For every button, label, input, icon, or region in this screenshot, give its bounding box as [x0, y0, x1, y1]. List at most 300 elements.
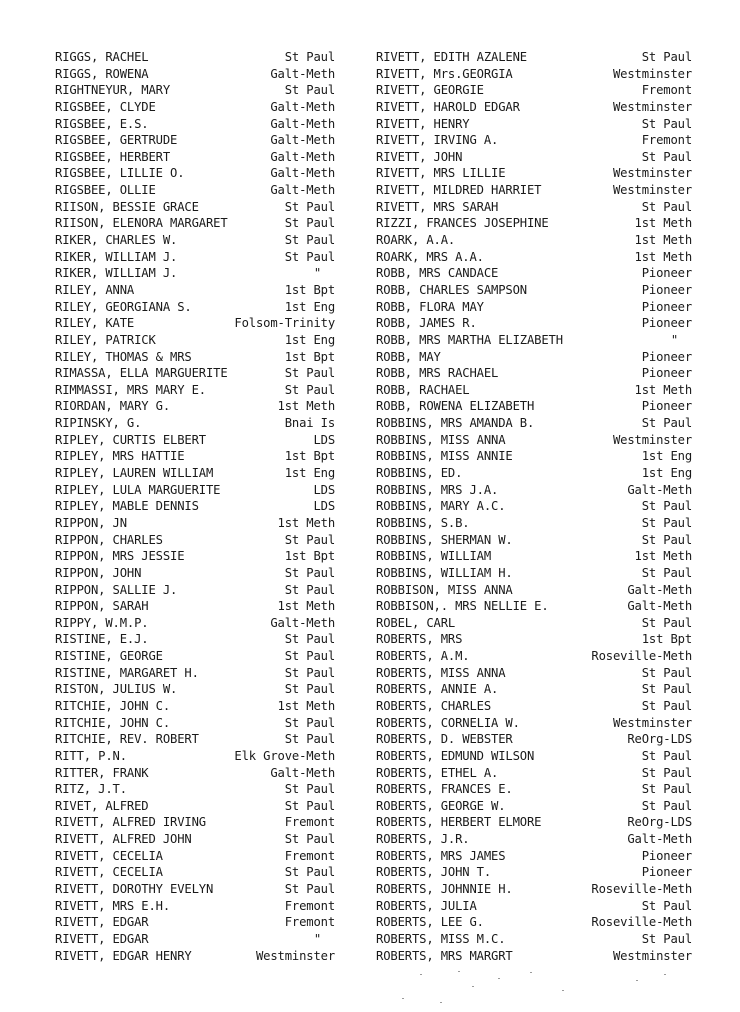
entry-name: ROBERTS, LEE G.	[376, 915, 484, 930]
entry-name: RIKER, WILLIAM J.	[55, 249, 178, 264]
entry-name: ROBERTS, D. WEBSTER	[376, 732, 513, 747]
directory-entry	[55, 99, 335, 116]
directory-entry	[376, 831, 692, 848]
directory-entry	[376, 99, 692, 116]
directory-entry	[376, 781, 692, 798]
entry-name: ROBERTS, FRANCES E.	[376, 782, 513, 797]
entry-name: RILEY, THOMAS & MRS	[55, 349, 192, 364]
entry-name: RIGGS, RACHEL	[55, 50, 149, 64]
entry-name: ROBERTS, GEORGE W.	[376, 798, 506, 813]
directory-entry	[376, 66, 692, 83]
entry-name: ROBB, MRS CANDACE	[376, 266, 499, 281]
entry-name: ROBBINS, WILLIAM H.	[376, 565, 513, 580]
entry-church: St Paul	[284, 532, 335, 547]
entry-church: 1st Bpt	[284, 282, 335, 297]
entry-name: ROBBISON, MISS ANNA	[376, 582, 513, 597]
directory-entry	[376, 881, 692, 898]
entry-church: St Paul	[641, 50, 692, 64]
directory-entry	[376, 731, 692, 748]
entry-name: ROBB, MAY	[376, 349, 441, 364]
entry-name: RIVETT, HAROLD EDGAR	[376, 99, 520, 114]
directory-entry	[376, 515, 692, 532]
entry-name: ROARK, MRS A.A.	[376, 249, 484, 264]
entry-name: RIVETT, EDGAR	[55, 931, 149, 946]
entry-church: Elk Grove-Meth	[234, 748, 335, 763]
entry-church: Pioneer	[641, 399, 692, 414]
entry-name: RIGSBEE, E.S.	[55, 116, 149, 131]
directory-entry	[376, 249, 692, 266]
entry-church: 1st Meth	[634, 382, 692, 397]
directory-entry	[376, 116, 692, 133]
directory-entry	[376, 765, 692, 782]
entry-church: St Paul	[284, 832, 335, 847]
directory-entry	[376, 149, 692, 166]
entry-church: Galt-Meth	[627, 599, 692, 614]
entry-name: RIMASSA, ELLA MARGUERITE	[55, 366, 228, 381]
directory-entry	[376, 448, 692, 465]
entry-church: Fremont	[284, 815, 335, 830]
entry-church: St Paul	[284, 632, 335, 647]
entry-church: Galt-Meth	[270, 166, 335, 181]
entry-church: St Paul	[641, 765, 692, 780]
entry-church: Galt-Meth	[627, 832, 692, 847]
entry-church: St Paul	[284, 682, 335, 697]
directory-entry	[55, 548, 335, 565]
directory-entry	[376, 415, 692, 432]
entry-church: 1st Eng	[641, 449, 692, 464]
entry-name: ROBB, JAMES R.	[376, 316, 477, 331]
entry-name: ROBB, MRS RACHAEL	[376, 366, 499, 381]
directory-entry	[55, 615, 335, 632]
directory-entry	[376, 482, 692, 499]
entry-church: Galt-Meth	[627, 582, 692, 597]
entry-church: Galt-Meth	[270, 183, 335, 198]
entry-name: ROBERTS, ANNIE A.	[376, 682, 499, 697]
directory-entry	[55, 582, 335, 599]
entry-name: ROBERTS, MRS MARGRT	[376, 948, 513, 963]
entry-name: RIVETT, MRS E.H.	[55, 898, 170, 913]
entry-name: ROBERTS, HERBERT ELMORE	[376, 815, 542, 830]
entry-church: Galt-Meth	[270, 133, 335, 148]
directory-entry	[55, 948, 335, 965]
directory-entry	[376, 315, 692, 332]
entry-name: RIVETT, MILDRED HARRIET	[376, 183, 542, 198]
directory-entry	[376, 848, 692, 865]
entry-name: RIKER, WILLIAM J.	[55, 266, 178, 281]
directory-entry	[376, 665, 692, 682]
entry-church: Roseville-Meth	[591, 915, 692, 930]
entry-name: ROBBINS, MISS ANNIE	[376, 449, 513, 464]
directory-entry	[376, 548, 692, 565]
entry-church: St Paul	[641, 665, 692, 680]
left-column	[55, 49, 335, 964]
entry-name: RIGHTNEYUR, MARY	[55, 83, 170, 98]
entry-church: St Paul	[284, 865, 335, 880]
entry-church: St Paul	[641, 682, 692, 697]
directory-entry	[55, 315, 335, 332]
entry-name: ROBBINS, MRS J.A.	[376, 482, 499, 497]
entry-name: ROBBINS, S.B.	[376, 515, 470, 530]
entry-church: St Paul	[641, 898, 692, 913]
directory-entry	[376, 748, 692, 765]
entry-church: St Paul	[641, 748, 692, 763]
entry-church: "	[313, 931, 321, 946]
entry-church: St Paul	[641, 798, 692, 813]
entry-name: ROBEL, CARL	[376, 615, 456, 630]
directory-entry	[376, 349, 692, 366]
directory-entry	[55, 931, 335, 948]
directory-entry	[376, 681, 692, 698]
directory-entry	[376, 898, 692, 915]
directory-entry	[376, 132, 692, 149]
entry-church: St Paul	[641, 199, 692, 214]
entry-name: ROBERTS, JOHNNIE H.	[376, 882, 513, 897]
entry-church: St Paul	[284, 50, 335, 64]
entry-name: RIPLEY, MABLE DENNIS	[55, 499, 199, 514]
entry-name: RISTON, JULIUS W.	[55, 682, 178, 697]
entry-church: 1st Meth	[277, 399, 335, 414]
entry-name: ROBBINS, MISS ANNA	[376, 432, 506, 447]
directory-entry	[55, 398, 335, 415]
entry-church: Pioneer	[641, 366, 692, 381]
entry-church: St Paul	[641, 416, 692, 431]
entry-church: Westminster	[612, 166, 692, 181]
directory-entry	[376, 931, 692, 948]
entry-church: Roseville-Meth	[591, 649, 692, 664]
entry-church: "	[670, 332, 678, 347]
directory-entry	[376, 82, 692, 99]
entry-church: St Paul	[641, 532, 692, 547]
entry-name: ROBBINS, WILLIAM	[376, 549, 491, 564]
entry-name: RITT, P.N.	[55, 748, 127, 763]
entry-name: RIVETT, ALFRED IRVING	[55, 815, 206, 830]
directory-entry	[55, 249, 335, 266]
entry-name: RITZ, J.T.	[55, 782, 127, 797]
directory-entry	[55, 831, 335, 848]
entry-church: Galt-Meth	[270, 116, 335, 131]
entry-name: RILEY, ANNA	[55, 282, 135, 297]
directory-entry	[55, 182, 335, 199]
entry-church: Pioneer	[641, 349, 692, 364]
entry-name: ROBERTS, CHARLES	[376, 698, 491, 713]
entry-church: 1st Meth	[277, 698, 335, 713]
entry-church: St Paul	[641, 116, 692, 131]
entry-name: RIPLEY, LAUREN WILLIAM	[55, 466, 214, 481]
directory-entry	[376, 864, 692, 881]
directory-entry	[376, 232, 692, 249]
entry-name: RILEY, PATRICK	[55, 332, 156, 347]
entry-church: 1st Meth	[277, 515, 335, 530]
directory-entry	[55, 781, 335, 798]
directory-entry	[55, 914, 335, 931]
entry-name: ROBBINS, SHERMAN W.	[376, 532, 513, 547]
entry-church: 1st Meth	[277, 599, 335, 614]
directory-entry	[55, 82, 335, 99]
entry-church: LDS	[313, 499, 335, 514]
directory-entry	[55, 681, 335, 698]
entry-name: RIVETT, EDGAR	[55, 915, 149, 930]
entry-church: ReOrg-LDS	[627, 815, 692, 830]
entry-name: RITCHIE, REV. ROBERT	[55, 732, 199, 747]
entry-name: RIPINSKY, G.	[55, 416, 142, 431]
entry-church: Westminster	[255, 948, 335, 963]
entry-name: RIVETT, CECELIA	[55, 848, 163, 863]
entry-name: RISTINE, MARGARET H.	[55, 665, 199, 680]
entry-church: St Paul	[284, 565, 335, 580]
entry-church: St Paul	[284, 249, 335, 264]
directory-entry	[376, 631, 692, 648]
entry-name: RIVETT, EDITH AZALENE	[376, 50, 527, 64]
directory-entry	[55, 748, 335, 765]
entry-church: St Paul	[641, 698, 692, 713]
entry-name: ROBERTS, MISS M.C.	[376, 931, 506, 946]
entry-church: St Paul	[284, 782, 335, 797]
entry-name: RISTINE, E.J.	[55, 632, 149, 647]
entry-church: St Paul	[284, 199, 335, 214]
directory-entry	[55, 365, 335, 382]
directory-entry	[55, 798, 335, 815]
directory-entry	[55, 432, 335, 449]
entry-church: Pioneer	[641, 282, 692, 297]
entry-church: Westminster	[612, 66, 692, 81]
entry-name: RIPPON, JN	[55, 515, 127, 530]
directory-entry	[376, 914, 692, 931]
directory-entry	[55, 848, 335, 865]
entry-church: Westminster	[612, 715, 692, 730]
directory-entry	[55, 631, 335, 648]
directory-entry	[55, 215, 335, 232]
entry-name: RIPPON, SALLIE J.	[55, 582, 178, 597]
directory-entry	[376, 948, 692, 965]
directory-entry	[55, 265, 335, 282]
directory-entry	[55, 898, 335, 915]
entry-church: Fremont	[641, 83, 692, 98]
entry-name: ROBB, MRS MARTHA ELIZABETH	[376, 332, 563, 347]
directory-entry	[55, 864, 335, 881]
entry-name: ROBERTS, MRS	[376, 632, 463, 647]
entry-name: RIVETT, ALFRED JOHN	[55, 832, 192, 847]
entry-church: LDS	[313, 432, 335, 447]
directory-entry	[376, 382, 692, 399]
directory-entry	[55, 515, 335, 532]
entry-church: St Paul	[284, 882, 335, 897]
entry-church: Folsom-Trinity	[234, 316, 335, 331]
directory-entry	[55, 382, 335, 399]
entry-church: St Paul	[284, 582, 335, 597]
directory-entry	[376, 398, 692, 415]
entry-name: ROARK, A.A.	[376, 233, 456, 248]
directory-entry	[55, 349, 335, 366]
directory-entry	[55, 132, 335, 149]
entry-name: RIISON, ELENORA MARGARET	[55, 216, 228, 231]
entry-church: St Paul	[284, 649, 335, 664]
entry-name: RIGSBEE, OLLIE	[55, 183, 156, 198]
entry-church: St Paul	[284, 382, 335, 397]
entry-name: RIISON, BESSIE GRACE	[55, 199, 199, 214]
directory-entry	[376, 565, 692, 582]
entry-church: 1st Bpt	[284, 349, 335, 364]
entry-church: 1st Eng	[284, 332, 335, 347]
entry-church: St Paul	[641, 149, 692, 164]
entry-name: ROBB, FLORA MAY	[376, 299, 484, 314]
entry-church: St Paul	[284, 798, 335, 813]
directory-entry	[376, 498, 692, 515]
entry-name: RIZZI, FRANCES JOSEPHINE	[376, 216, 549, 231]
directory-entry	[376, 615, 692, 632]
directory-entry	[376, 299, 692, 316]
entry-church: 1st Eng	[284, 466, 335, 481]
entry-church: St Paul	[284, 732, 335, 747]
directory-entry	[55, 498, 335, 515]
entry-name: RIPLEY, LULA MARGUERITE	[55, 482, 221, 497]
entry-church: Pioneer	[641, 848, 692, 863]
entry-church: St Paul	[284, 665, 335, 680]
entry-church: Galt-Meth	[270, 99, 335, 114]
entry-church: 1st Meth	[634, 216, 692, 231]
directory-entry	[55, 598, 335, 615]
directory-entry	[376, 598, 692, 615]
directory-entry	[55, 648, 335, 665]
entry-name: RIVETT, JOHN	[376, 149, 463, 164]
entry-church: Galt-Meth	[270, 765, 335, 780]
directory-entry	[55, 232, 335, 249]
entry-church: St Paul	[284, 715, 335, 730]
entry-name: ROBERTS, MRS JAMES	[376, 848, 506, 863]
entry-church: St Paul	[284, 366, 335, 381]
entry-name: RIVETT, EDGAR HENRY	[55, 948, 192, 963]
entry-name: ROBERTS, J.R.	[376, 832, 470, 847]
entry-church: Westminster	[612, 948, 692, 963]
entry-name: RIPPON, CHARLES	[55, 532, 163, 547]
entry-church: Galt-Meth	[270, 149, 335, 164]
entry-name: RIGSBEE, GERTRUDE	[55, 133, 178, 148]
entry-church: 1st Meth	[634, 249, 692, 264]
entry-church: St Paul	[641, 499, 692, 514]
entry-name: RIVETT, HENRY	[376, 116, 470, 131]
entry-name: ROBBINS, MRS AMANDA B.	[376, 416, 535, 431]
entry-name: RIPPON, JOHN	[55, 565, 142, 580]
entry-name: RISTINE, GEORGE	[55, 649, 163, 664]
entry-church: St Paul	[641, 565, 692, 580]
entry-name: RILEY, KATE	[55, 316, 135, 331]
entry-church: 1st Bpt	[641, 632, 692, 647]
entry-name: RIKER, CHARLES W.	[55, 233, 178, 248]
entry-name: RILEY, GEORGIANA S.	[55, 299, 192, 314]
directory-entry	[376, 698, 692, 715]
entry-name: ROBBINS, ED.	[376, 466, 463, 481]
entry-name: RIGSBEE, LILLIE O.	[55, 166, 185, 181]
entry-church: Galt-Meth	[270, 615, 335, 630]
directory-entry	[55, 698, 335, 715]
entry-church: St Paul	[641, 615, 692, 630]
directory-entry	[376, 165, 692, 182]
entry-church: Westminster	[612, 432, 692, 447]
directory-entry	[55, 532, 335, 549]
entry-name: RITCHIE, JOHN C.	[55, 715, 170, 730]
entry-name: RIORDAN, MARY G.	[55, 399, 170, 414]
entry-name: RIPPON, MRS JESSIE	[55, 549, 185, 564]
directory-entry	[55, 66, 335, 83]
entry-church: Pioneer	[641, 865, 692, 880]
entry-name: ROBERTS, JULIA	[376, 898, 477, 913]
entry-church: St Paul	[284, 216, 335, 231]
entry-church: 1st Meth	[634, 233, 692, 248]
directory-entry	[55, 448, 335, 465]
entry-name: RIGSBEE, HERBERT	[55, 149, 170, 164]
entry-church: St Paul	[641, 515, 692, 530]
entry-church: Westminster	[612, 99, 692, 114]
directory-entry	[55, 199, 335, 216]
directory-entry	[55, 465, 335, 482]
entry-name: RIVETT, Mrs.GEORGIA	[376, 66, 513, 81]
entry-name: RIPPY, W.M.P.	[55, 615, 149, 630]
entry-church: 1st Eng	[641, 466, 692, 481]
directory-entry	[376, 465, 692, 482]
entry-church: Fremont	[284, 848, 335, 863]
directory-entry	[376, 332, 692, 349]
entry-name: RITCHIE, JOHN C.	[55, 698, 170, 713]
directory-entry	[376, 282, 692, 299]
entry-name: RIPPON, SARAH	[55, 599, 149, 614]
entry-name: ROBB, ROWENA ELIZABETH	[376, 399, 535, 414]
entry-church: Galt-Meth	[627, 482, 692, 497]
entry-church: St Paul	[284, 83, 335, 98]
directory-entry	[55, 49, 335, 66]
entry-name: RIVETT, MRS SARAH	[376, 199, 499, 214]
entry-church: "	[313, 266, 321, 281]
entry-name: RIVETT, GEORGIE	[376, 83, 484, 98]
directory-entry	[55, 299, 335, 316]
directory-entry	[55, 814, 335, 831]
entry-name: ROBERTS, JOHN T.	[376, 865, 491, 880]
entry-church: Pioneer	[641, 299, 692, 314]
directory-entry	[376, 265, 692, 282]
directory-entry	[376, 798, 692, 815]
entry-church: St Paul	[284, 233, 335, 248]
directory-entry	[55, 482, 335, 499]
entry-church: 1st Bpt	[284, 549, 335, 564]
entry-name: RITTER, FRANK	[55, 765, 149, 780]
directory-entry	[55, 332, 335, 349]
directory-entry	[55, 415, 335, 432]
entry-church: Bnai Is	[284, 416, 335, 431]
entry-name: RIVET, ALFRED	[55, 798, 149, 813]
directory-entry	[376, 365, 692, 382]
directory-entry	[376, 182, 692, 199]
entry-church: ReOrg-LDS	[627, 732, 692, 747]
directory-entry	[376, 532, 692, 549]
entry-church: Galt-Meth	[270, 66, 335, 81]
entry-name: ROBBISON,. MRS NELLIE E.	[376, 599, 549, 614]
entry-name: ROBBINS, MARY A.C.	[376, 499, 506, 514]
entry-name: RIVETT, IRVING A.	[376, 133, 499, 148]
entry-name: RIGSBEE, CLYDE	[55, 99, 156, 114]
entry-name: RIPLEY, CURTIS ELBERT	[55, 432, 206, 447]
entry-church: Fremont	[284, 898, 335, 913]
directory-entry	[376, 715, 692, 732]
directory-entry	[55, 565, 335, 582]
right-column	[376, 49, 692, 964]
entry-name: ROBERTS, CORNELIA W.	[376, 715, 520, 730]
entry-church: 1st Meth	[634, 549, 692, 564]
entry-church: St Paul	[641, 931, 692, 946]
entry-name: RIVETT, CECELIA	[55, 865, 163, 880]
directory-entry	[55, 165, 335, 182]
entry-name: ROBERTS, EDMUND WILSON	[376, 748, 535, 763]
entry-church: 1st Bpt	[284, 449, 335, 464]
entry-name: ROBERTS, A.M.	[376, 649, 470, 664]
entry-name: RIVETT, MRS LILLIE	[376, 166, 506, 181]
